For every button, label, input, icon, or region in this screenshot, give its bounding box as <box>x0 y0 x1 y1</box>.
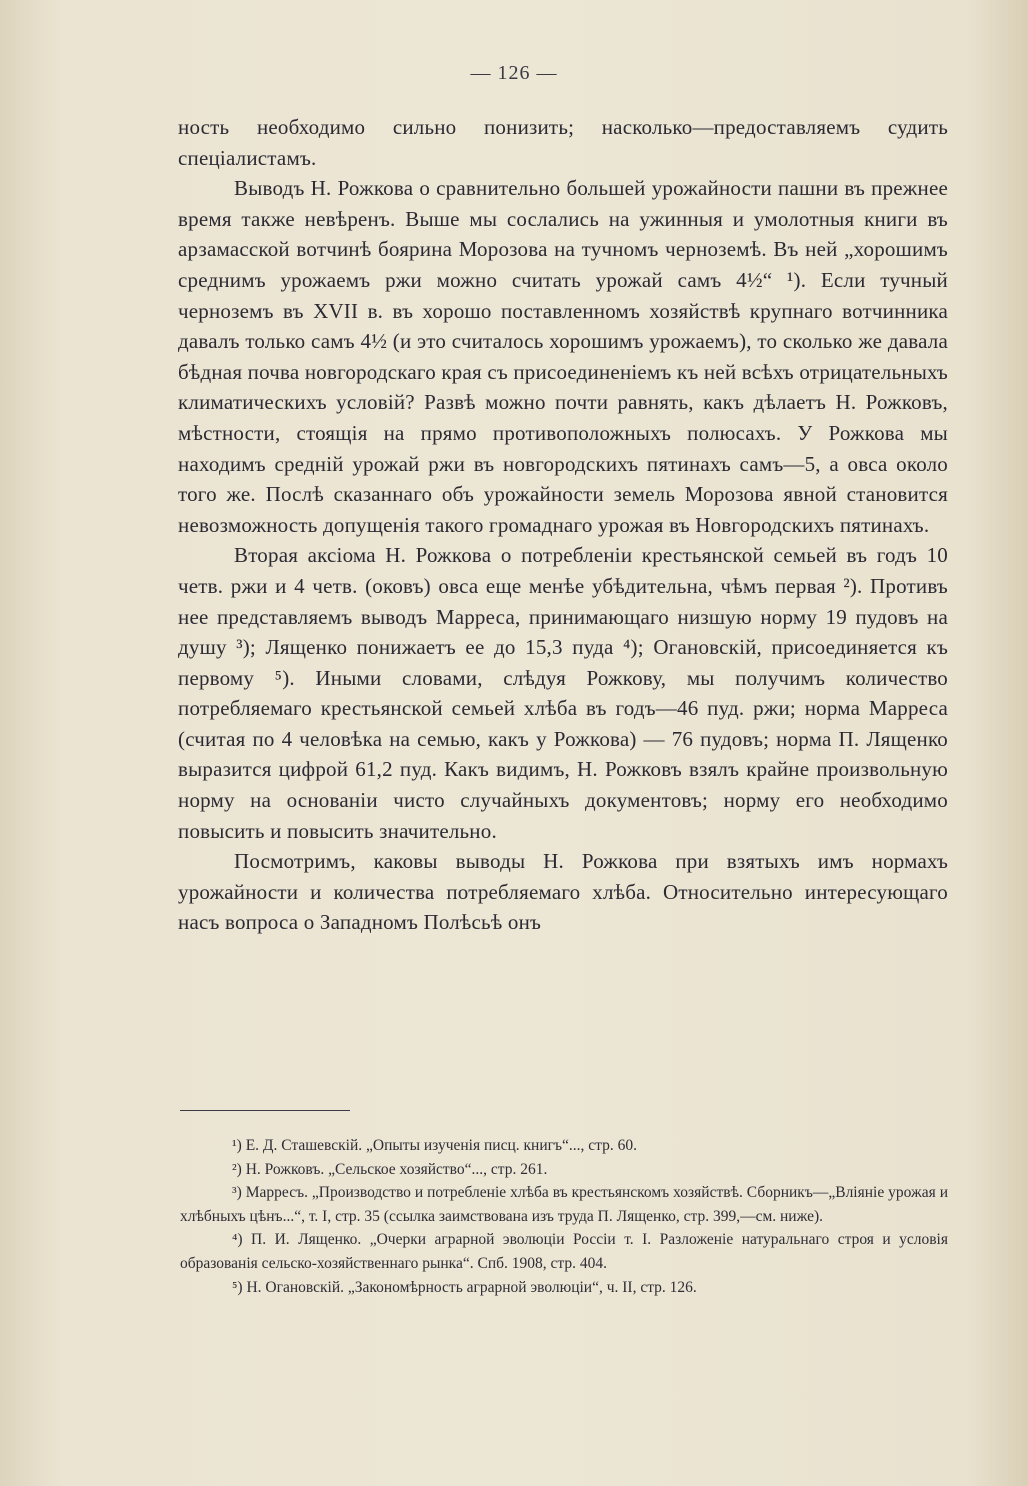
footnote-mark: ⁵) <box>232 1278 243 1296</box>
footnote-text: П. И. Лященко. „Очерки аграрной эволюціи Россіи т. I. Разложеніе натуральнаго строя и условія образованія сельско-хозяйственнаго рынка“. Спб. 1908, стр. 404. <box>180 1231 948 1272</box>
main-text <box>178 112 948 938</box>
footnote-mark: ²) <box>232 1160 242 1178</box>
paragraph-1: ность необходимо сильно понизить; насколько—предоставляемъ судить спеціалистамъ. <box>178 115 948 170</box>
paragraph-2: Выводъ Н. Рожкова о сравнительно большей урожайности пашни въ прежнее время также невѣренъ. Выше мы сослались на ужинныя и умолотныя книги въ арзамасской вотчинѣ боярина Морозова на тучномъ черноземѣ. Въ ней „хорошимъ среднимъ урожаемъ ржи можно считать урожай самъ 4½“ ¹). Если тучный черноземъ въ XVII в. въ хорошо поставленномъ хозяйствѣ крупнаго вотчинника давалъ только самъ 4½ (и это считалось хорошимъ урожаемъ), то сколько же давала бѣдная почва новгородскаго края съ присоединеніемъ къ ней всѣхъ отрицательныхъ климатическихъ условій? Развѣ можно почти равнять, какъ дѣлаетъ Н. Рожковъ, мѣстности, стоящія на прямо противоположныхъ полюсахъ. У Рожкова мы находимъ средній урожай ржи въ новгородскихъ пятинахъ самъ—5, а овса около того же. Послѣ сказаннаго объ урожайности земель Морозова явной становится невозможность допущенія такого громаднаго урожая въ Новгородскихъ пятинахъ. <box>178 176 948 537</box>
footnote-mark: ³) <box>232 1184 242 1202</box>
footnote-2 <box>180 1158 948 1182</box>
footnotes <box>180 1134 948 1299</box>
footnote-text: Н. Рожковъ. „Сельское хозяйство“..., стр. 261. <box>245 1160 548 1178</box>
footnote-text: Е. Д. Сташевскій. „Опыты изученія писц. книгъ“..., стр. 60. <box>245 1137 637 1154</box>
footnote-4 <box>180 1228 948 1275</box>
paragraph-3: Вторая аксіома Н. Рожкова о потребленіи крестьянской семьей въ годъ 10 четв. ржи и 4 четв. (оковъ) овса еще менѣе убѣдительна, чѣмъ первая ²). Противъ нее представляемъ выводъ Марреса, принимающаго низшую норму 19 пудовъ на душу ³); Лященко понижаетъ ее до 15,3 пуда ⁴); Огановскій, присоединяется къ первому ⁵). Иными словами, слѣдуя Рожкову, мы получимъ количество потребляемаго крестьянской семьей хлѣба въ годъ—46 пуд. ржи; норма Марреса (считая по 4 человѣка на семью, какъ у Рожкова) — 76 пудовъ; норма П. Лященко выразится цифрой 61,2 пуд. Какъ видимъ, Н. Рожковъ взялъ крайне произвольную норму на основаніи чисто случайныхъ документовъ; норму его необходимо повысить и повысить значительно. <box>178 543 948 843</box>
paragraph-4: Посмотримъ, каковы выводы Н. Рожкова при взятыхъ имъ нормахъ урожайности и количества потребляемаго хлѣба. Относительно интересующаго насъ вопроса о Западномъ Полѣсьѣ онъ <box>178 849 948 935</box>
footnote-1 <box>180 1134 948 1158</box>
footnote-3 <box>180 1181 948 1228</box>
footnote-text: Н. Огановскій. „Закономѣрность аграрной эволюціи“, ч. II, стр. 126. <box>246 1278 697 1296</box>
footnote-divider <box>180 1110 350 1111</box>
footnote-text: Марресъ. „Производство и потребленіе хлѣба въ крестьянскомъ хозяйствѣ. Сборникъ—„Вліяніе урожая и хлѣбныхъ цѣнъ...“, т. I, стр. 35 (ссылка заимствована изъ труда П. Лященко, стр. 399,—см. ниже). <box>180 1184 948 1225</box>
footnote-5 <box>180 1276 948 1300</box>
footnote-mark: ⁴) <box>232 1231 243 1249</box>
footnote-mark: ¹) <box>232 1137 242 1154</box>
page-number: — 126 — <box>470 62 558 84</box>
